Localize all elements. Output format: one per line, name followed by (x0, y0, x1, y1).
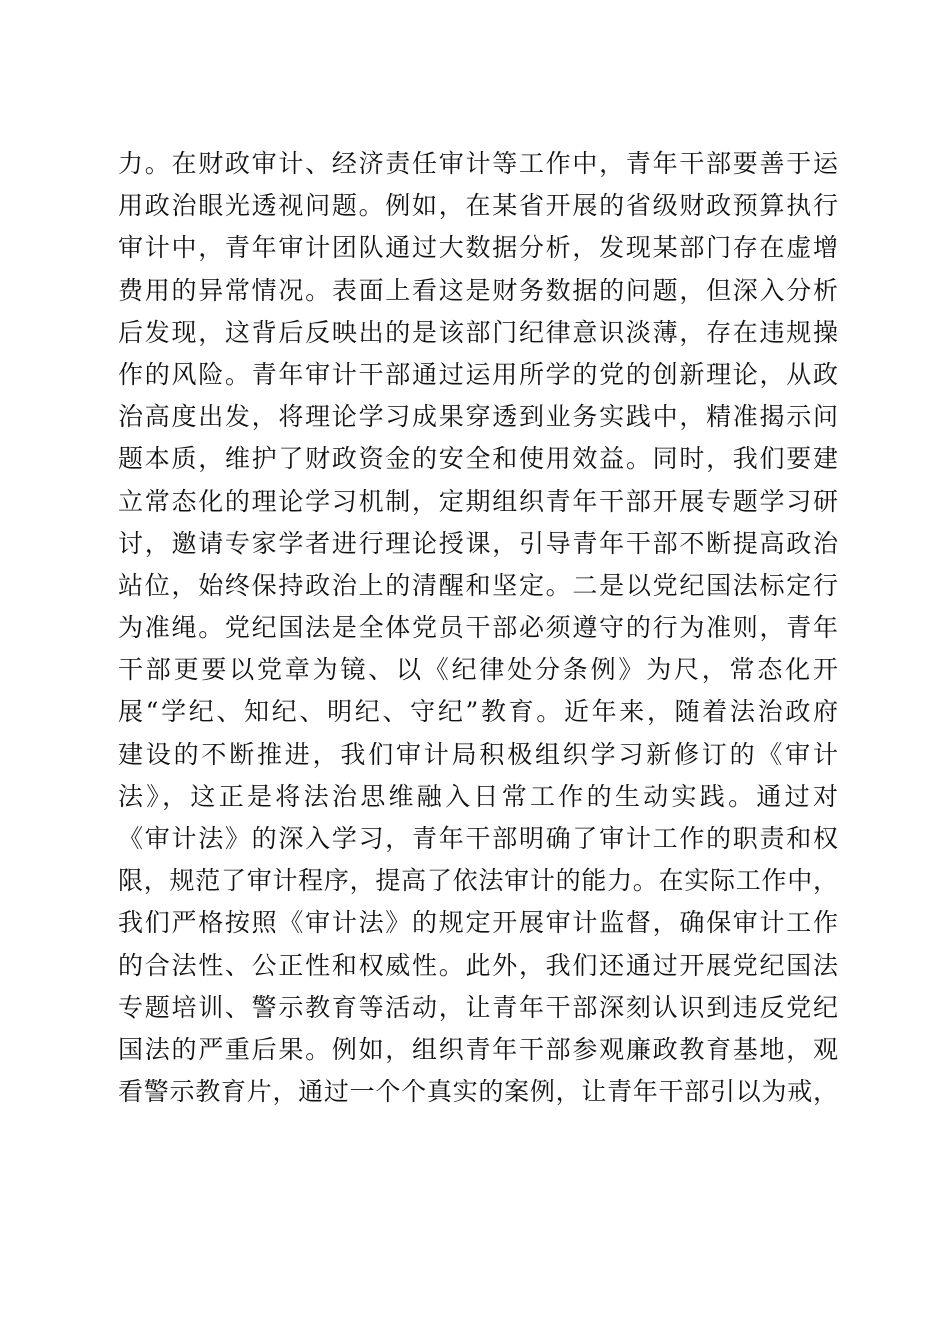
text-line: 用政治眼光透视问题。例如，在某省开展的省级财政预算执行 (118, 191, 838, 221)
text-line: 限，规范了审计程序，提高了依法审计的能力。在实际工作中， (118, 866, 838, 896)
text-line: 干部更要以党章为镜、以《纪律处分条例》为尺，常态化开 (118, 655, 838, 685)
text-line: 审计中，青年审计团队通过大数据分析，发现某部门存在虚增 (118, 233, 838, 263)
text-line: 专题培训、警示教育等活动，让青年干部深刻认识到违反党纪 (118, 992, 838, 1022)
text-line: 法》，这正是将法治思维融入日常工作的生动实践。通过对 (118, 781, 838, 811)
text-line: 国法的严重后果。例如，组织青年干部参观廉政教育基地，观 (118, 1034, 838, 1064)
text-line: 治高度出发，将理论学习成果穿透到业务实践中，精准揭示问 (118, 402, 838, 432)
text-line: 展“学纪、知纪、明纪、守纪”教育。近年来，随着法治政府 (118, 697, 838, 727)
text-line: 我们严格按照《审计法》的规定开展审计监督，确保审计工作 (118, 908, 838, 938)
text-line: 费用的异常情况。表面上看这是财务数据的问题，但深入分析 (118, 275, 838, 305)
text-line: 为准绳。党纪国法是全体党员干部必须遵守的行为准则，青年 (118, 613, 838, 643)
text-line: 后发现，这背后反映出的是该部门纪律意识淡薄，存在违规操 (118, 317, 838, 347)
text-line: 《审计法》的深入学习，青年干部明确了审计工作的职责和权 (118, 824, 838, 853)
text-line: 的合法性、公正性和权威性。此外，我们还通过开展党纪国法 (118, 950, 838, 980)
text-line: 讨，邀请专家学者进行理论授课，引导青年干部不断提高政治 (118, 528, 838, 558)
text-line: 题本质，维护了财政资金的安全和使用效益。同时，我们要建 (118, 444, 838, 474)
text-line: 站位，始终保持政治上的清醒和坚定。二是以党纪国法标定行 (118, 570, 838, 600)
text-line: 力。在财政审计、经济责任审计等工作中，青年干部要善于运 (118, 149, 838, 178)
text-line: 立常态化的理论学习机制，定期组织青年干部开展专题学习研 (118, 486, 838, 516)
text-line: 建设的不断推进，我们审计局积极组织学习新修订的《审计 (118, 739, 838, 769)
text-line: 作的风险。青年审计干部通过运用所学的党的创新理论，从政 (118, 359, 838, 389)
body-paragraph (118, 143, 838, 1113)
text-line: 看警示教育片，通过一个个真实的案例，让青年干部引以为戒， (118, 1077, 838, 1107)
